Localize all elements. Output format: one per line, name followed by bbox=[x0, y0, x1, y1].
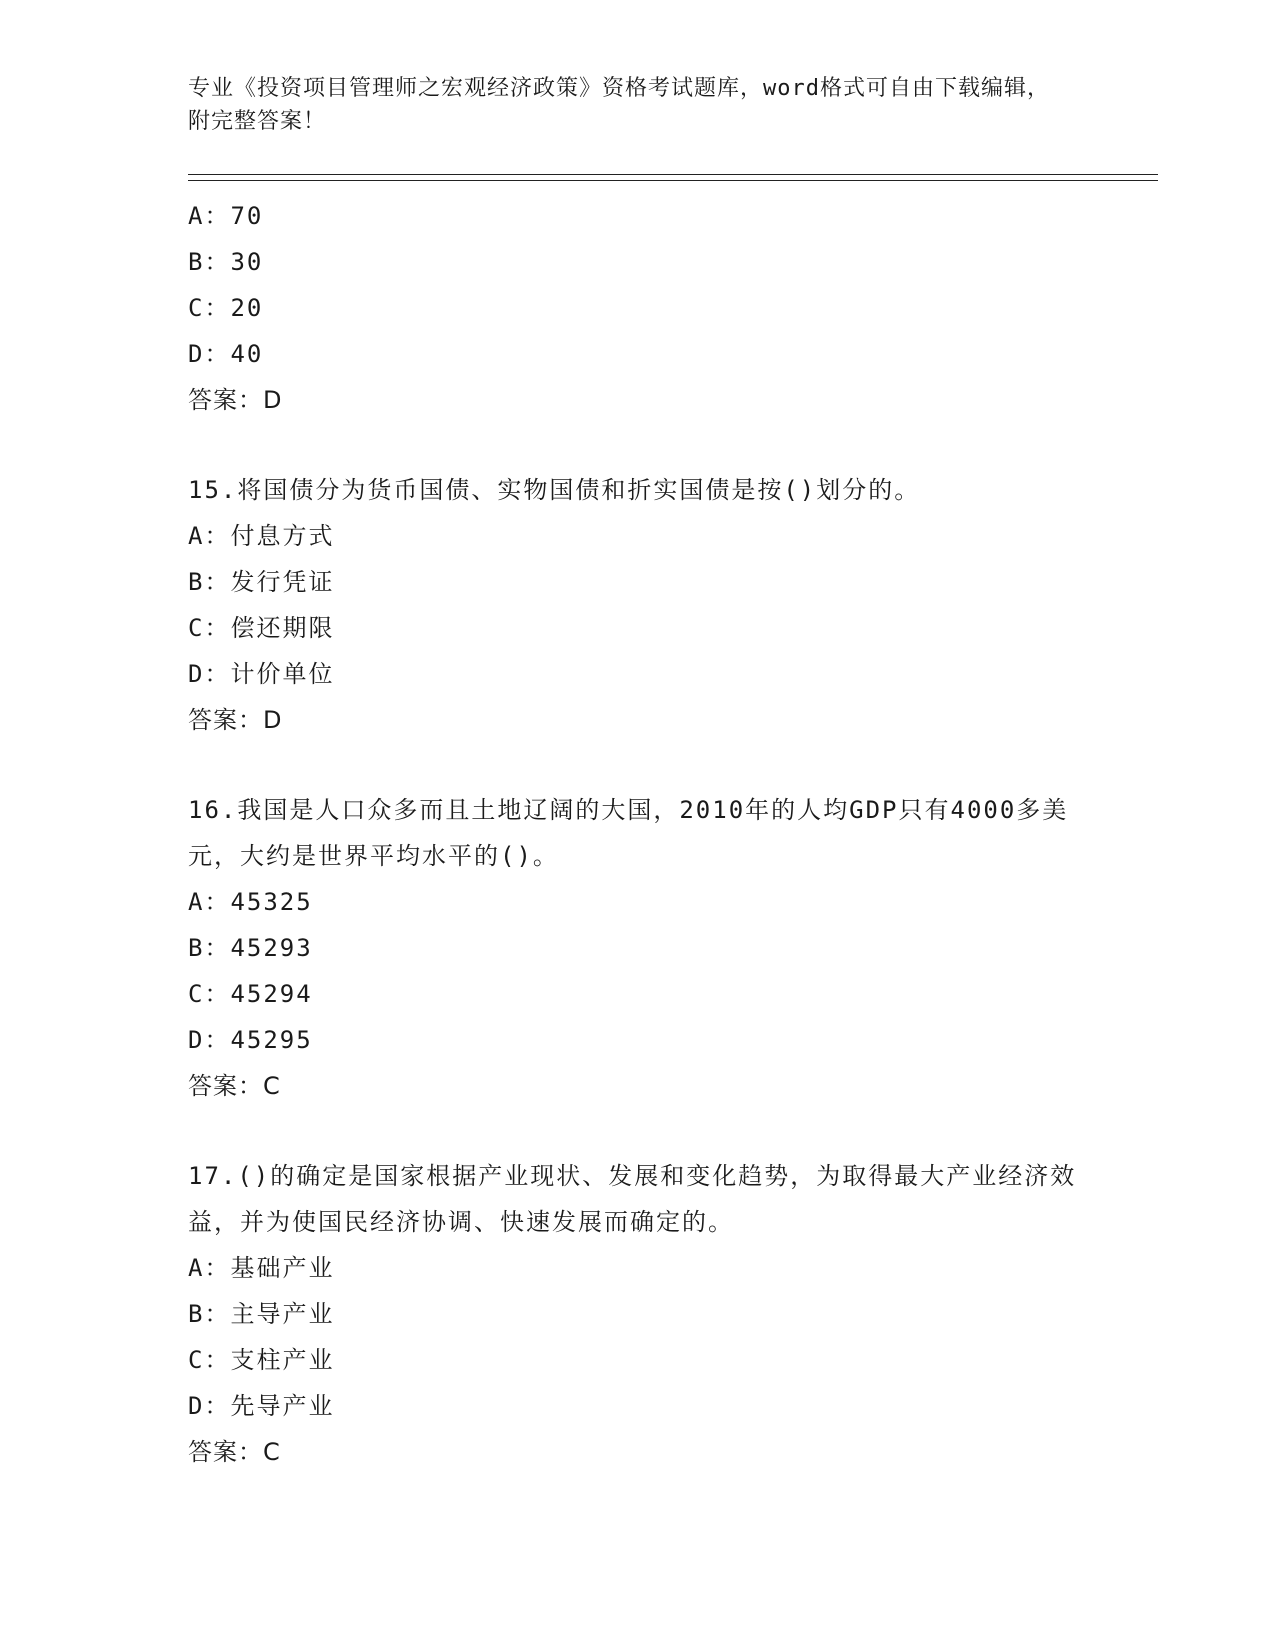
option-b bbox=[188, 1291, 1158, 1337]
option-text: 45295 bbox=[230, 1026, 313, 1054]
option-d bbox=[188, 1383, 1158, 1429]
question-text: 16.我国是人口众多而且土地辽阔的大国，2010年的人均GDP只有4000多美元，大约是世界平均水平的()。 bbox=[188, 796, 1069, 870]
option-label: A： bbox=[188, 202, 231, 230]
option-text: 发行凭证 bbox=[230, 568, 335, 596]
option-text: 基础产业 bbox=[230, 1254, 335, 1282]
option-label: B： bbox=[188, 248, 231, 276]
option-b bbox=[188, 239, 1158, 285]
option-text: 30 bbox=[230, 248, 264, 276]
option-label: C： bbox=[188, 980, 231, 1008]
option-label: D： bbox=[188, 660, 231, 688]
question-17 bbox=[188, 1153, 1158, 1475]
option-label: C： bbox=[188, 1346, 231, 1374]
option-label: D： bbox=[188, 1392, 231, 1420]
option-c bbox=[188, 605, 1158, 651]
option-label: C： bbox=[188, 614, 231, 642]
option-a bbox=[188, 879, 1158, 925]
option-label: B： bbox=[188, 568, 231, 596]
option-text: 付息方式 bbox=[230, 522, 335, 550]
option-c bbox=[188, 971, 1158, 1017]
option-text: 主导产业 bbox=[230, 1300, 335, 1328]
option-d bbox=[188, 331, 1158, 377]
option-text: 45325 bbox=[230, 888, 313, 916]
option-b bbox=[188, 925, 1158, 971]
answer-line: 答案：D bbox=[188, 706, 283, 734]
option-text: 40 bbox=[230, 340, 264, 368]
question-15 bbox=[188, 467, 1158, 743]
question-text: 17.()的确定是国家根据产业现状、发展和变化趋势，为取得最大产业经济效益，并为使国民经济协调、快速发展而确定的。 bbox=[188, 1162, 1077, 1236]
answer-line: 答案：C bbox=[188, 1438, 281, 1466]
question-text: 15.将国债分为货币国债、实物国债和折实国债是按()划分的。 bbox=[188, 476, 921, 504]
option-a bbox=[188, 513, 1158, 559]
answer-line: 答案：D bbox=[188, 386, 283, 414]
option-label: A： bbox=[188, 522, 231, 550]
option-c bbox=[188, 1337, 1158, 1383]
option-label: A： bbox=[188, 1254, 231, 1282]
question-16 bbox=[188, 787, 1158, 1109]
option-text: 计价单位 bbox=[230, 660, 335, 688]
option-text: 支柱产业 bbox=[230, 1346, 335, 1374]
option-label: A： bbox=[188, 888, 231, 916]
option-c bbox=[188, 285, 1158, 331]
option-d bbox=[188, 1017, 1158, 1063]
option-text: 70 bbox=[230, 202, 264, 230]
document-page bbox=[188, 72, 1158, 1475]
document-header: 专业《投资项目管理师之宏观经济政策》资格考试题库，word格式可自由下载编辑，附完整答案！ bbox=[188, 76, 1050, 134]
option-label: B： bbox=[188, 934, 231, 962]
option-text: 45293 bbox=[230, 934, 313, 962]
answer-line: 答案：C bbox=[188, 1072, 281, 1100]
option-label: D： bbox=[188, 1026, 231, 1054]
header-divider bbox=[188, 174, 1158, 181]
option-text: 偿还期限 bbox=[230, 614, 335, 642]
option-label: C： bbox=[188, 294, 231, 322]
option-label: B： bbox=[188, 1300, 231, 1328]
option-b bbox=[188, 559, 1158, 605]
option-text: 20 bbox=[230, 294, 264, 322]
option-label: D： bbox=[188, 340, 231, 368]
option-a bbox=[188, 1245, 1158, 1291]
partial-question bbox=[188, 193, 1158, 423]
option-text: 先导产业 bbox=[230, 1392, 335, 1420]
option-d bbox=[188, 651, 1158, 697]
option-a bbox=[188, 193, 1158, 239]
option-text: 45294 bbox=[230, 980, 313, 1008]
